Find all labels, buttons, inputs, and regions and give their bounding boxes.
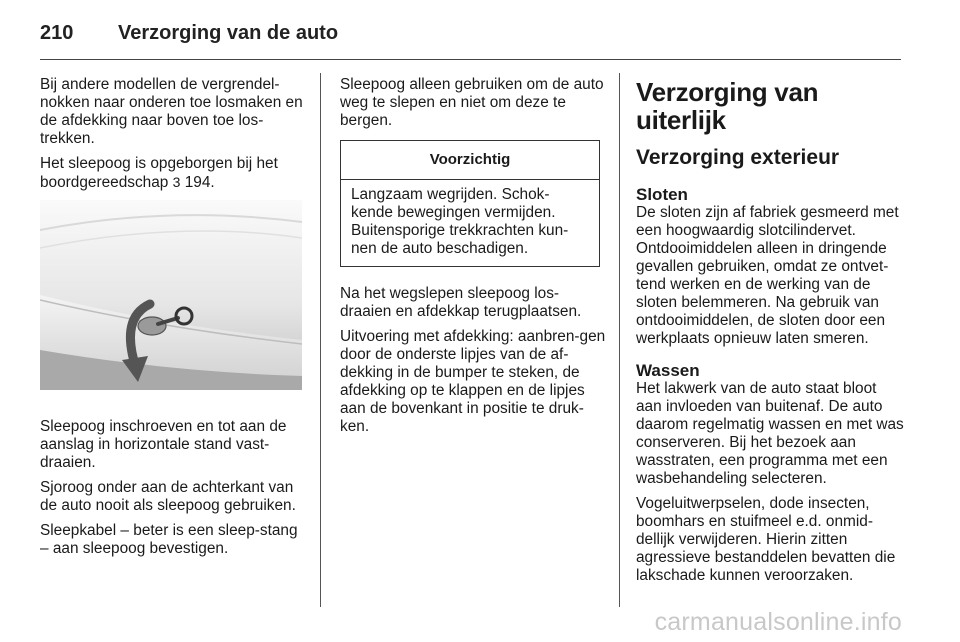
chapter-heading: Verzorging van uiterlijk <box>636 77 819 135</box>
subsection-heading-wash: Wassen <box>636 361 700 380</box>
paragraph: Na het wegslepen sleepoog los-draaien en afdekkap terugplaatsen. <box>340 285 582 320</box>
header-rule <box>40 59 901 60</box>
watermark: carmanualsonline.info <box>654 608 902 636</box>
caution-title: Voorzichtig <box>341 141 599 180</box>
towing-eye-image <box>40 200 302 390</box>
paragraph: De sloten zijn af fabriek gesmeerd met een hoogwaardig slotcilindervet. Ontdooimiddelen alleen in dringende gevallen gebruiken, omdat ze ontvet-tend werken en de werking van de sloten belemmeren. Na gebruik van ontdooimiddelen, de sloten door een werkplaats opnieuw laten smeren. <box>636 204 899 347</box>
paragraph: Sleepoog inschroeven en tot aan de aanslag in horizontale stand vast-draaien. <box>40 418 287 471</box>
section-heading: Verzorging exterieur <box>636 146 840 169</box>
towing-eye-illustration <box>40 200 302 390</box>
page-header <box>40 18 900 58</box>
caution-text: Langzaam wegrijden. Schok-kende bewegingen vermijden. Buitensporige trekkrachten kun-nen de auto beschadigen. <box>351 186 569 257</box>
paragraph: Het sleepoog is opgeborgen bij het boordgereedschap 3 194. <box>40 155 278 191</box>
paragraph: Uitvoering met afdekking: aanbren-gen door de onderste lipjes van de af-dekking in de bumper te steken, de afdekking op te klappen en de lipjes aan de bovenkant in positie te druk-ken. <box>340 328 606 435</box>
paragraph: Bij andere modellen de vergrendel-nokken naar onderen toe losmaken en de afdekking naar boven toe los-trekken. <box>40 76 303 147</box>
paragraph: Het lakwerk van de auto staat bloot aan invloeden van buitenaf. De auto daarom regelmatig wassen en met was conserveren. Bij het bezoek aan wasstraten, een programma met een wasbehandeling selecteren. <box>636 380 904 487</box>
section-title: Verzorging van de auto <box>118 22 339 44</box>
cross-reference-icon: 3 <box>172 174 181 190</box>
column-divider-2 <box>619 73 620 607</box>
column-1 <box>40 76 310 565</box>
column-3 <box>636 76 906 592</box>
paragraph: Sleepoog alleen gebruiken om de auto weg te slepen en niet om deze te bergen. <box>340 76 604 129</box>
paragraph: Sjoroog onder aan de achterkant van de auto nooit als sleepoog gebruiken. <box>40 479 296 514</box>
subsection-heading-locks: Sloten <box>636 185 688 204</box>
caution-box <box>340 140 600 267</box>
page-number: 210 <box>40 22 74 44</box>
column-2 <box>340 76 608 443</box>
column-divider-1 <box>320 73 321 607</box>
paragraph: Vogeluitwerpselen, dode insecten, boomhars en stuifmeel e.d. onmid-dellijk verwijderen. Hierin zitten agressieve bestanddelen bevatten die lakschade kunnen veroorzaken. <box>636 495 896 584</box>
paragraph: Sleepkabel – beter is een sleep-stang – aan sleepoog bevestigen. <box>40 522 298 557</box>
